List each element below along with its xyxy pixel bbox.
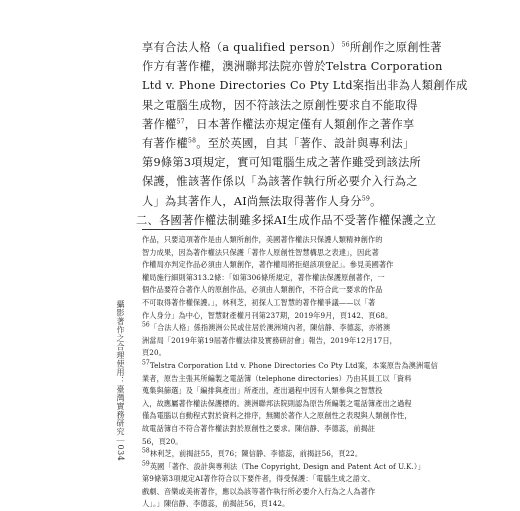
footnote-number: 59 bbox=[142, 460, 150, 468]
footnote-line: 頁20。 bbox=[142, 348, 166, 358]
footnote-line: 入，故應屬著作權法保護標的。澳洲聯邦法院則認為原告所編製之電話簿產出之過程 bbox=[142, 398, 412, 408]
footnote-line: 故電話簿自不符合著作權法對於原創性之要求。陳信静、李德蕊，前揭註 bbox=[142, 423, 376, 433]
book-title: 攝影著作之合理使用：臺灣實務研究 bbox=[116, 300, 125, 436]
text: ，日本著作權法亦規定僅有人類創作之著作享 bbox=[184, 117, 415, 131]
text: 有著作權 bbox=[142, 137, 188, 151]
footnote-number: 57 bbox=[142, 359, 150, 367]
footnote-line: 業者，原告主張其所編製之電話簿（telephone directories）乃由其員工以「資料 bbox=[142, 373, 412, 383]
footnote-line: 作權局亦判定作品必須由人類創作，著作權局將拒絕該項登記」。參見美國著作 bbox=[142, 260, 394, 270]
main-text bbox=[136, 38, 472, 230]
footnote-line: 56，頁20。 bbox=[142, 436, 183, 446]
text: 。 bbox=[370, 194, 382, 208]
text: Telstra Corporation Ltd v. Phone Directories Co Pty Ltd案，本案原告為澳洲電信 bbox=[149, 360, 438, 370]
page-number: 034 bbox=[116, 444, 125, 462]
main-line: 作方有著作權，澳洲聯邦法院亦曾於Telstra Corporation bbox=[142, 60, 443, 74]
text: 「合法人格」係指澳洲公民或住居於澳洲境內者，陳信静、李德蕊，亦將澳 bbox=[149, 323, 391, 333]
text: 享有合法人格（a qualified person） bbox=[142, 41, 342, 54]
item-number: 二、 bbox=[136, 213, 159, 227]
footnote-line: 僅為電腦以自動程式對於資料之排序，無關於著作人之原創性之表現與人類創作性， bbox=[142, 411, 412, 421]
footnote-line: 個作品要符合著作人的原創作品，必須由人類創作，不符合此一要求的作品 bbox=[142, 285, 383, 295]
footnote-line: 智力成果，因為著作權法只保護「著作人原創性智慧構思之表達」，因此著 bbox=[142, 247, 379, 257]
main-line: 保護，惟該著作係以「為該著作執行所必要介入行為之 bbox=[142, 175, 418, 189]
section-item bbox=[136, 211, 472, 230]
main-line bbox=[142, 38, 472, 57]
footnote-line: 作人身分」為中心，智慧財產權月刊第237期，2019年9月，頁142、頁68。 bbox=[142, 310, 393, 320]
text: 著作權 bbox=[142, 117, 177, 131]
item-text: 各國著作權法制雖多採AI生成作品不受著作權保護之立 bbox=[158, 213, 437, 227]
footnote-line bbox=[142, 461, 472, 474]
footnote-line: 不可取得著作權保護。」，林利芝，初探人工智慧的著作權爭議——以「著 bbox=[142, 297, 376, 307]
main-line bbox=[142, 192, 472, 211]
footnote-line: 人」。」陳信静、李德蕊，前揭註56，頁142。 bbox=[142, 499, 290, 509]
footnote-line: 蒐集與篩選」及「編排與產出」所產出，產出過程中因有人類參與之智慧投 bbox=[142, 386, 383, 396]
running-header: 攝影著作之合理使用：臺灣實務研究｜034 bbox=[116, 300, 125, 462]
footnote-line: 權局施行細則第313.2條：「如第306條所規定，著作權法保護原創著作，一 bbox=[142, 272, 385, 282]
main-line: 果之電腦生成物，因不符該法之原創性要求自不能取得 bbox=[142, 98, 418, 112]
footnote-ref: 58 bbox=[187, 137, 197, 145]
main-line bbox=[142, 115, 472, 134]
footnotes bbox=[142, 234, 472, 511]
footnote-line: 洲當局「2019年第19屆著作權法律及實務研討會」報告，2019年12月17日， bbox=[142, 335, 397, 345]
footnote-ref: 57 bbox=[176, 118, 185, 126]
footnote-number: 58 bbox=[142, 447, 150, 455]
footnote-divider bbox=[142, 229, 210, 230]
text: 林利芝，前揭註55，頁76；陳信静、李德蕊，前揭註56，頁22。 bbox=[149, 449, 363, 459]
main-line: 第9條第3項規定，實可知電腦生成之著作雖受到該法所 bbox=[142, 156, 422, 170]
main-line: Ltd v. Phone Directories Co Pty Ltd案指出非為人類創作成 bbox=[142, 79, 468, 93]
text: 人」為其著作人，AI尚無法取得著作人身分 bbox=[142, 194, 362, 208]
text: 。至於英國，自其「著作、設計與專利法」 bbox=[196, 137, 415, 151]
footnote-line: 第9條第3項規定AI著作符合以下要件者，得受保護：「電腦生成之語文、 bbox=[142, 474, 375, 484]
footnote-line bbox=[142, 360, 472, 373]
footnote-line: 作品，只要這項著作是由人類所創作，美國著作權法只保護人類精神創作的 bbox=[142, 235, 383, 244]
text: 英國「著作、設計與專利法（The Copyright, Design and Patent Act of U.K.）」 bbox=[149, 461, 425, 471]
footnote-ref: 56 bbox=[341, 41, 350, 49]
footnote-line bbox=[142, 448, 472, 461]
footnote-number: 56 bbox=[142, 321, 150, 329]
text: 所創作之原創性著 bbox=[349, 41, 442, 54]
footnote-line: 戲劇、音樂或美術著作，應以為該等著作執行所必要介入行為之人為著作 bbox=[142, 486, 376, 496]
footnote-line bbox=[142, 322, 472, 335]
main-line bbox=[142, 134, 472, 153]
footnote-ref: 59 bbox=[361, 194, 371, 202]
